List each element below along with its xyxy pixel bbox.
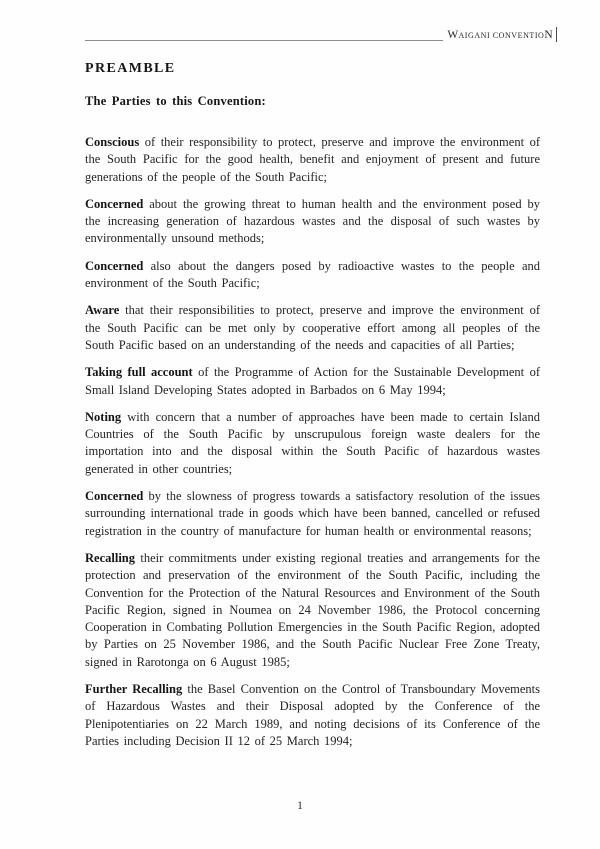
paragraph-lead: Concerned: [85, 489, 144, 504]
page-number: 1: [297, 800, 303, 812]
paragraph-text: about the growing threat to human health and the environment posed by the increasing generation of hazardous wastes and the disposal of such wastes by environmentally unsound methods;: [85, 196, 540, 246]
paragraph-lead: Taking full account: [85, 365, 193, 380]
preamble-paragraph: [85, 550, 540, 671]
preamble-paragraph: [85, 681, 540, 750]
paragraph-lead: Recalling: [85, 550, 135, 565]
paragraph-text: by the slowness of progress towards a satisfactory resolution of the issues surrounding international trade in goods which have been banned, cancelled or refused registration in the country of manufacture for human health or environmental reasons;: [85, 489, 540, 538]
preamble-paragraph: [85, 488, 540, 540]
preamble-paragraph: [85, 302, 540, 354]
paragraph-lead: Concerned: [85, 258, 144, 273]
paragraph-text: with concern that a number of approaches have been made to certain Island Countries of the South Pacific by unscrupulous foreign waste dealers for the importation into and the disposal within the South Pacific of hazardous wastes generated in other countries;: [85, 409, 540, 476]
header-title-final: N: [544, 29, 553, 41]
paragraph-lead: Further Recalling: [85, 682, 183, 697]
document-heading: PREAMBLE: [85, 61, 176, 76]
paragraph-lead: Concerned: [85, 196, 144, 211]
paragraph-text: of their responsibility to protect, preserve and improve the environment of the South Pacific for the good health, benefit and enjoyment of present and future generations of the people of the South Pacific;: [85, 135, 540, 184]
paragraph-lead: Aware: [85, 303, 120, 318]
preamble-paragraph: [85, 364, 540, 399]
page-header: [85, 26, 557, 42]
document-subheading: The Parties to this Convention:: [85, 94, 266, 108]
preamble-paragraph: [85, 134, 540, 186]
paragraph-text: that their responsibilities to protect, preserve and improve the environment of the South Pacific can be met only by cooperative effort among all peoples of the South Pacific based on an understanding of the needs and capacities of all Parties;: [85, 303, 540, 352]
paragraph-text: the Basel Convention on the Control of Transboundary Movements of Hazardous Wastes and their Disposal adopted by the Conference of the Plenipotentiaries on 22 March 1989, and noting decisions of its Conference of the Parties including Decision II 12 of 25 March 1994;: [85, 682, 540, 748]
header-rule: [85, 40, 443, 41]
preamble-paragraphs: [85, 134, 540, 750]
paragraph-lead: Noting: [85, 409, 122, 424]
preamble-paragraph: [85, 196, 540, 248]
header-title: [443, 27, 557, 42]
header-title-initial: W: [447, 29, 459, 41]
paragraph-lead: Conscious: [85, 135, 140, 149]
paragraph-text: their commitments under existing regional treaties and arrangements for the protection and preservation of the environment of the South Pacific, including the Convention for the Protection of the Natural Resources and Environment of the South Pacific Region, signed in Noumea on 24 November 1986, the Protocol concerning Cooperation in Combating Pollution Emergencies in the South Pacific Region, adopted by Parties on 25 November 1986, and the South Pacific Nuclear Free Zone Treaty, signed in Rarotonga on 6 August 1985;: [85, 550, 540, 669]
header-title-middle: AIGANI CONVENTIO: [458, 31, 545, 40]
preamble-paragraph: [85, 409, 540, 478]
paragraph-text: also about the dangers posed by radioactive wastes to the people and environment of the South Pacific;: [85, 258, 540, 291]
paragraph-text: of the Programme of Action for the Sustainable Development of Small Island Developing States adopted in Barbados on 6 May 1994;: [85, 365, 540, 397]
document-body: [85, 61, 540, 760]
preamble-paragraph: [85, 258, 540, 293]
